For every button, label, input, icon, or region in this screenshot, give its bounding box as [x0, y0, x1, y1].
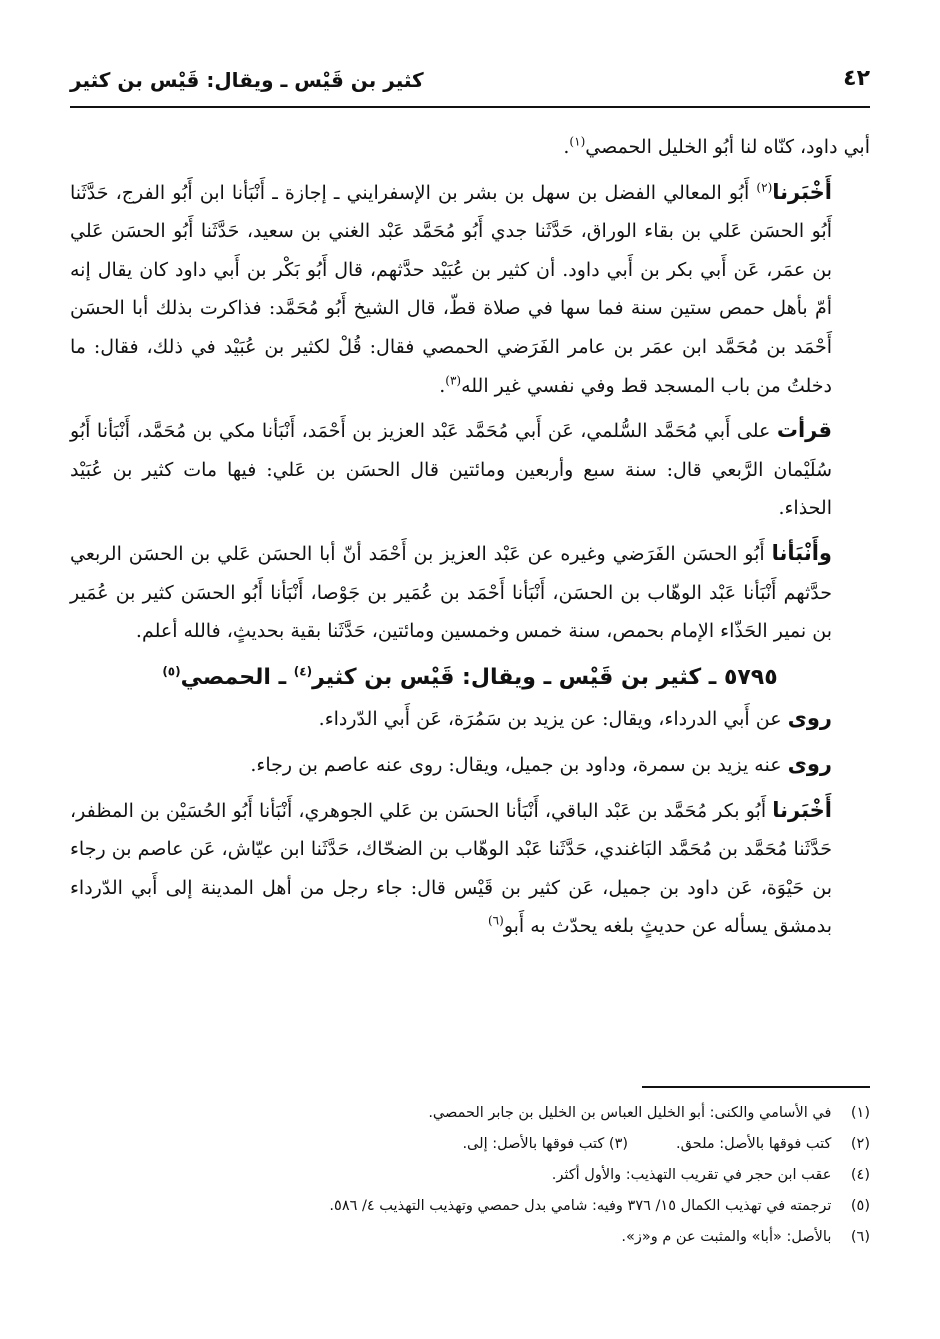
- paragraph-2: أَخْبَرنا$^{(٢)}$ أَبُو المعالي الفضل بن سهل بن بشر بن الإسفرايني ـ إجازة ـ أَنْبَأنا ابن أَبُو الفرج، حَدَّثَنا أَبُو الحسَن عَلي بن بقاء الوراق، حَدَّثَنا جدي أَبُو مُحَمَّد عَبْد الغني بن سعيد، حَدَّثَنا أَبُو الحسَن عَلي بن عمَر، عَن أَبي بكر بن أَبي داود. أن كثير بن عُبَيْد حدَّثهم، قال أَبُو بَكْر بن أَبي داود كان يقال إنه أمّ بأهل حمص ستين سنة فما سها في صلاة قطّ، قال الشيخ أَبُو مُحَمَّد: فذاكرت بذلك أبا الحسَن أَحْمَد بن مُحَمَّد ابن عمَر بن عامر الفَرَضي الحمصي فقال: قُلْ لكثير بن عُبَيْد في ذلك، فقال: ما دخلتُ من باب المسجد قط وفي نفسي غير الله$^{(٣)}$.: [70, 179, 832, 397]
- footnotes: [70, 1098, 870, 1253]
- footnote-ref-5: (٥): [162, 664, 181, 679]
- footnote-4: (٤) عقب ابن حجر في تقريب التهذيب: والأول أكثر.: [551, 1167, 870, 1183]
- paragraph-3: قرأت على أَبي مُحَمَّد السُّلمي، عَن أَبي مُحَمَّد عَبْد العزيز بن أَحْمَد، أَنْبَأنا مكي بن مُحَمَّد، أَنْبَأنا أَبُو سُلَيْمان الرَّبعي قال: سنة سبع وأربعين ومائتين قال الحسَن بن عَلي: فيها مات كثير بن عُبَيْد الحذاء.: [70, 418, 832, 520]
- keyword-qaratu: قرأت: [776, 418, 832, 443]
- keyword-rawa: روى: [787, 706, 832, 731]
- main-text: [70, 128, 870, 946]
- footnote-1: (١) في الأسامي والكنى: أبو الخليل العباس بن الخليل بن جابر الحمصي.: [428, 1105, 870, 1121]
- page-number: ٤٢: [843, 66, 870, 91]
- footnote-rule: [642, 1086, 870, 1088]
- footnote-ref-1: (١): [569, 134, 586, 149]
- footnote-3-number: (٣): [608, 1136, 629, 1152]
- running-title: كثير بن قَيْس ـ ويقال: قَيْس بن كثير: [70, 68, 424, 92]
- footnote-ref-6: (٦): [487, 913, 504, 928]
- paragraph-5: روى عن أَبي الدرداء، ويقال: عن يزيد بن سَمُرَة، عَن أَبي الدّرداء.: [318, 706, 832, 731]
- header-rule: [70, 106, 870, 108]
- footnote-ref-4: (٤): [293, 664, 313, 679]
- footnote-3-text: كتب فوقها بالأصل: إلى.: [462, 1136, 605, 1152]
- keyword-rawa: روى: [787, 751, 832, 776]
- keyword-akhbarana: أَخْبَرنا: [772, 179, 832, 204]
- paragraph-4: وأَنْبَأنا أَبُو الحسَن الفَرَضي وغيره عن عَبْد العزيز بن أَحْمَد أنّ أبا الحسَن عَلي بن الحسَن الربعي حدَّثهم أَنْبَأنا عَبْد الوهّاب بن الحسَن، أَنْبَأنا أَحْمَد بن عُمَير بن جَوْصا، أَنْبَأنا أَبُو الحسَن كثير بن عُمَير بن نمير الحَذّاء الإمام بحمص، سنة خمس وخمسين ومائتين، حَدَّثَنا بقية بحديثٍ، فالله أعلم.: [70, 540, 832, 643]
- keyword-akhbarana: أَخْبَرنا: [772, 797, 832, 822]
- entry-heading: ٥٧٩٥ ـ كثير بن قَيْس ـ ويقال: قَيْس بن كثير$^{(٤)}$ ـ الحمصي$^{(٥)}$: [162, 664, 778, 690]
- footnote-ref-3: (٣): [445, 373, 462, 388]
- paragraph-1: أبي داود، كنّاه لنا أبُو الخليل الحمصي$^{(١)}$.: [563, 134, 870, 158]
- keyword-wa-anbaana: وأَنْبَأنا: [771, 540, 832, 565]
- footnote-5: (٥) ترجمته في تهذيب الكمال ١٥/ ٣٧٦ وفيه: شامي بدل حمصي وتهذيب التهذيب ٤/ ٥٨٦.: [329, 1198, 870, 1214]
- footnote-6: (٦) بالأصل: «أبا» والمثبت عن م و«ز».: [621, 1229, 870, 1245]
- footnote-2-3: (٢) كتب فوقها بالأصل: ملحق.(٣) كتب فوقها بالأصل: إلى.: [462, 1136, 870, 1152]
- paragraph-7: أَخْبَرنا أَبُو بكر مُحَمَّد بن عَبْد الباقي، أَنْبَأنا الحسَن بن عَلي الجوهري، أَنْبَأنا أَبُو الحُسَيْن بن المظفر، حَدَّثَنا مُحَمَّد بن مُحَمَّد البَاغندي، حَدَّثَنا عَبْد الوهّاب بن الضحّاك، حَدَّثَنا ابن عيّاش، عَن عاصم بن رجاء بن حَيْوَة، عَن داود بن جميل، عَن كثير بن قَيْس قال: جاء رجل من أهل المدينة إلى أَبي الدّرداء بدمشق يسأله عن حديثٍ بلغه يحدّث به أَبو$^{(٦)}$: [70, 797, 832, 938]
- page-header: [70, 62, 870, 102]
- footnote-ref-2: (٢): [756, 180, 773, 195]
- paragraph-6: روى عنه يزيد بن سمرة، وداود بن جميل، ويقال: روى عنه عاصم بن رجاء.: [250, 751, 832, 776]
